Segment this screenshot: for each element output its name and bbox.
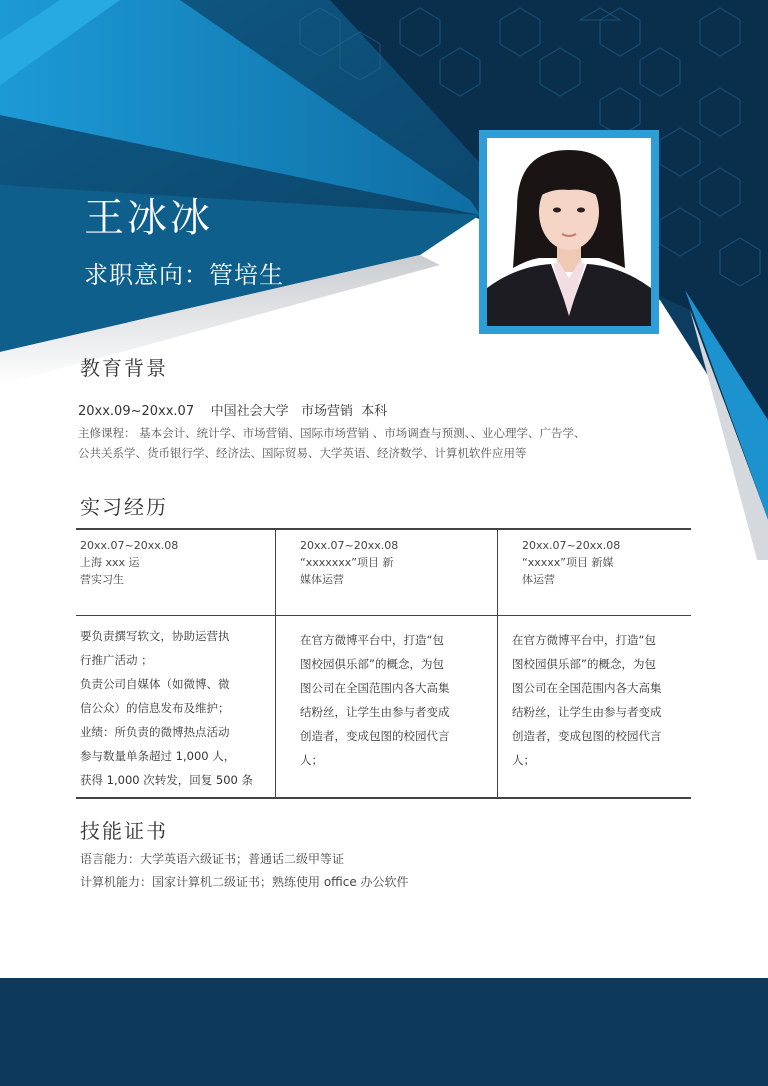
candidate-name: 王冰冰	[84, 195, 213, 241]
internship-2-header: 20xx.07~20xx.08 “xxxxxxx”项目 新 媒体运营	[300, 539, 399, 586]
portrait-illustration	[487, 138, 651, 326]
footer-band	[0, 978, 768, 1086]
education-degree-line: 20xx.09~20xx.07 中国社会大学 市场营销 本科	[78, 404, 388, 419]
internship-table	[76, 528, 691, 798]
table-bottom-border	[76, 797, 691, 799]
profile-photo	[487, 138, 651, 326]
skill-language: 语言能力：大学英语六级证书；普通话二级甲等证	[80, 852, 345, 866]
courses-line-1: 主修课程： 基本会计、统计学、市场营销、国际市场营销 、市场调查与预测、、业心理学、广告学、	[78, 426, 586, 440]
profile-photo-frame	[479, 130, 659, 334]
internship-1-description: 要负责撰写软文，协助运营执 行推广活动 ； 负责公司自媒体（如微博、微 信公众）的信息发布及维护； 业绩：所负责的微博热点活动 参与数量单条超过 1,000 人， 获得 1,000 次转发，回复 500 条	[80, 629, 253, 787]
skill-computer: 计算机能力：国家计算机二级证书；熟练使用 office 办公软件	[80, 875, 409, 889]
internship-1-header: 20xx.07~20xx.08 上海 xxx 运 营实习生	[80, 539, 179, 586]
skills-title: 技能证书	[80, 819, 168, 843]
courses-line-2: 公共关系学、货币银行学、经济法、国际贸易、大学英语、经济数学、计算机软件应用等	[78, 446, 527, 460]
table-divider-2	[497, 528, 498, 798]
job-intent: 求职意向：管培生	[84, 261, 284, 289]
internship-3-header: 20xx.07~20xx.08 “xxxxx”项目 新媒 体运营	[522, 539, 621, 586]
internship-3-description: 在官方微博平台中，打造“包 图校园俱乐部”的概念，为包 图公司在全国范围内各大高集 结粉丝，让学生由参与者变成 创造者，变成包图的校园代言 人；	[512, 633, 662, 767]
table-mid-border	[76, 615, 691, 616]
table-divider-1	[275, 528, 276, 798]
skills-list	[80, 848, 409, 894]
table-top-border	[76, 528, 691, 530]
internship-title: 实习经历	[80, 495, 168, 519]
education-title: 教育背景	[80, 356, 168, 380]
education-courses	[78, 423, 678, 463]
internship-2-description: 在官方微博平台中，打造“包 图校园俱乐部”的概念，为包 图公司在全国范围内各大高集 结粉丝，让学生由参与者变成 创造者，变成包图的校园代言 人；	[300, 633, 450, 767]
